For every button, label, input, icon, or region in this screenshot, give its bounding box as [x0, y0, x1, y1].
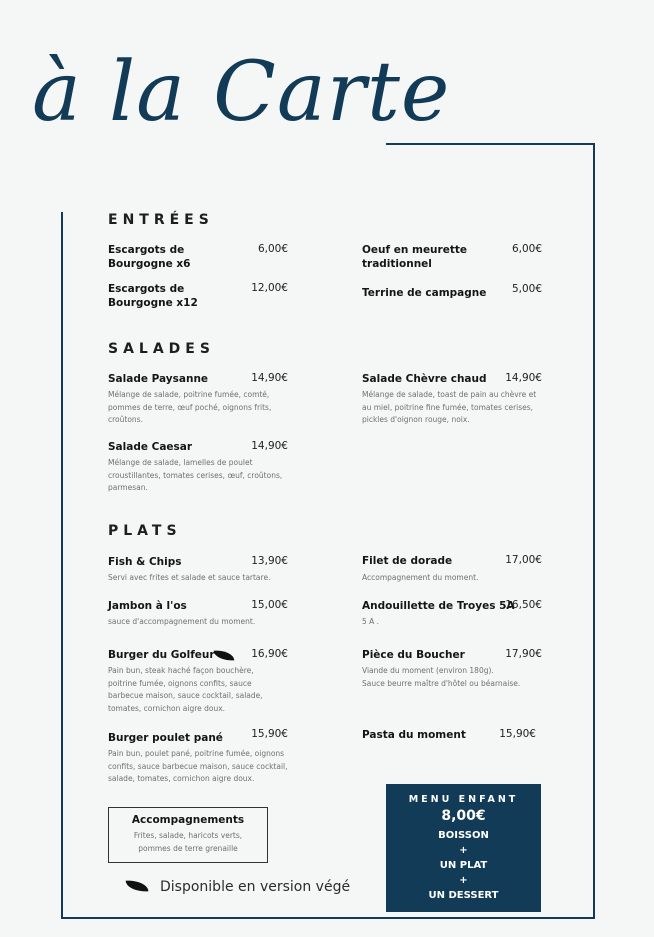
- plat-price: 17,90€: [505, 648, 542, 660]
- plat-name: Pasta du moment: [362, 729, 466, 741]
- menu-enfant-price: 8,00€: [441, 808, 486, 824]
- plat-name: Filet de dorade: [362, 555, 453, 567]
- frame-line-top: [386, 143, 595, 145]
- plat-description: 5 A .: [362, 617, 380, 626]
- plat-name: Andouillette de Troyes 5A: [362, 600, 515, 612]
- plat-description: Servi avec frites et salade et sauce tartare.: [108, 573, 271, 582]
- entree-price: 6,00€: [257, 243, 288, 255]
- plat-price: 13,90€: [251, 555, 288, 567]
- plat-description: Accompagnement du moment.: [362, 573, 479, 582]
- plat-name: Pièce du Boucher: [362, 649, 465, 661]
- entree-name: Escargots de Bourgogne x6: [108, 244, 191, 270]
- salade-price: 14,90€: [251, 440, 288, 452]
- plat-price: 16,90€: [251, 648, 288, 660]
- menu-title: à la Carte: [32, 45, 451, 140]
- entree-name: Escargots de Bourgogne x12: [108, 283, 198, 309]
- menu-enfant-item: UN PLAT: [439, 860, 488, 871]
- plat-description: Pain bun, poulet pané, poitrine fumée, oignons confits, sauce barbecue maison, sauce cocktail, salade, tomates, cornichon aigre doux.: [108, 749, 288, 783]
- frame-line-right: [593, 143, 595, 919]
- accompagnements-title: Accompagnements: [131, 814, 245, 826]
- plat-price: 15,90€: [251, 728, 288, 740]
- accompagnements-box: [108, 807, 268, 863]
- menu-enfant-title: MENU ENFANT: [408, 794, 519, 805]
- salade-price: 14,90€: [251, 372, 288, 384]
- entree-name: Oeuf en meurette traditionnel: [362, 244, 467, 270]
- menu-enfant-item: UN DESSERT: [428, 890, 499, 901]
- entree-name: Terrine de campagne: [362, 287, 487, 299]
- plat-description: Pain bun, steak haché façon bouchère, poitrine fumée, oignons confits, sauce barbecue maison, sauce cocktail, salade, tomates, cornichon aigre doux.: [108, 666, 263, 713]
- plat-description: Viande du moment (environ 180g). Sauce beurre maître d'hôtel ou béarnaise.: [362, 666, 521, 688]
- plat-price: 17,00€: [505, 554, 542, 566]
- leaf-icon: [126, 879, 149, 893]
- plat-price: 15,00€: [251, 599, 288, 611]
- salade-name: Salade Caesar: [108, 441, 193, 453]
- plat-name: Fish & Chips: [108, 556, 182, 568]
- section-title-salades: SALADES: [108, 341, 215, 357]
- menu-enfant-plus: +: [459, 875, 468, 886]
- section-title-entrees: ENTRÉES: [108, 212, 214, 228]
- plat-name: Burger poulet pané: [108, 732, 223, 744]
- plat-name: Jambon à l'os: [108, 600, 187, 612]
- frame-line-left: [61, 212, 63, 919]
- salade-description: Mélange de salade, lamelles de poulet croustillantes, tomates cerises, œuf, croûtons, parmesan.: [108, 458, 283, 492]
- section-title-plats: PLATS: [108, 523, 182, 539]
- menu-enfant-item: BOISSON: [438, 830, 489, 841]
- plat-price: 16,50€: [505, 599, 542, 611]
- plat-price: 15,90€: [499, 728, 536, 740]
- menu-enfant-plus: +: [459, 845, 468, 856]
- salade-description: Mélange de salade, poitrine fumée, comté, pommes de terre, œuf poché, oignons frits, croûtons.: [108, 390, 272, 424]
- plat-name: Burger du Golfeur: [108, 649, 215, 661]
- salade-price: 14,90€: [505, 372, 542, 384]
- entree-price: 6,00€: [511, 243, 542, 255]
- plat-description: sauce d'accompagnement du moment.: [108, 617, 256, 626]
- salade-description: Mélange de salade, toast de pain au chèvre et au miel, poitrine fine fumée, tomates cerises, pickles d'oignon rouge, noix.: [362, 390, 537, 424]
- menu-enfant-box: [386, 784, 541, 912]
- entree-price: 5,00€: [511, 283, 542, 295]
- frame-line-bottom: [61, 917, 595, 919]
- vege-note-text: Disponible en version végé: [160, 879, 351, 895]
- vege-note: [126, 879, 350, 895]
- salade-name: Salade Chèvre chaud: [362, 373, 487, 385]
- accompagnements-description: Frites, salade, haricots verts, pommes de terre grenaille: [133, 831, 243, 853]
- salade-name: Salade Paysanne: [108, 373, 209, 385]
- entree-price: 12,00€: [251, 282, 288, 294]
